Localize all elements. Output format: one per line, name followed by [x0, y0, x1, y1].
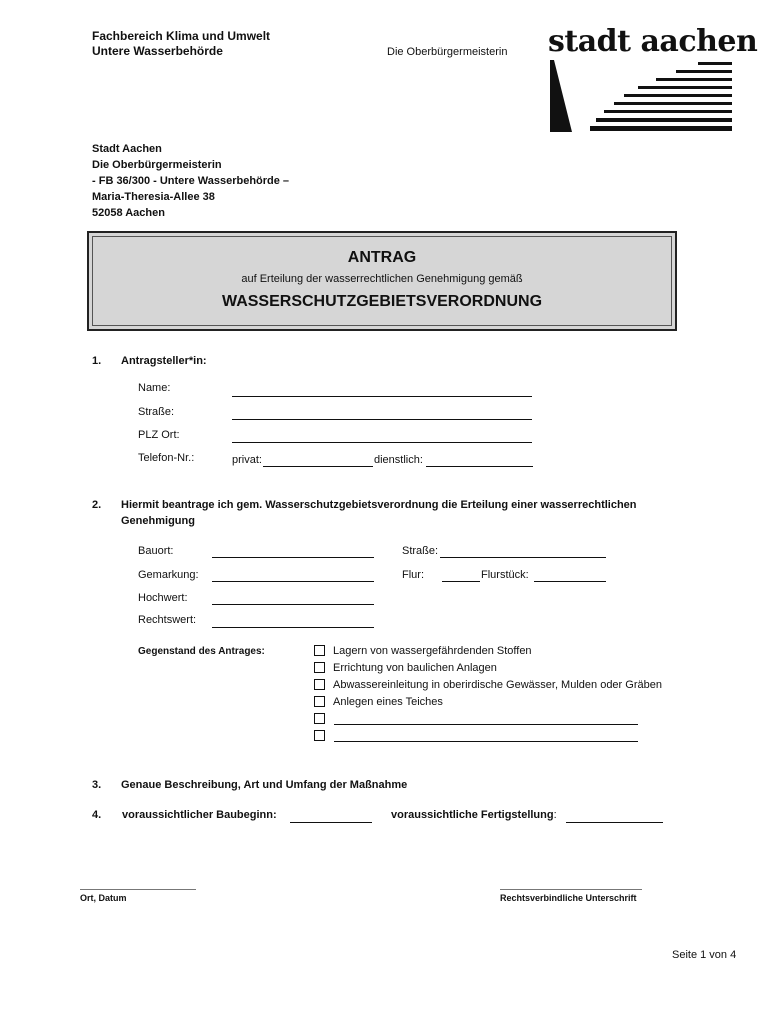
department-line-2: Untere Wasserbehörde [92, 44, 223, 58]
place-date-line[interactable] [80, 889, 196, 890]
option-row[interactable] [314, 660, 662, 677]
checkbox[interactable] [314, 696, 325, 707]
section-3-number: 3. [92, 779, 102, 791]
city-logo [548, 22, 758, 134]
option-row-custom[interactable] [314, 711, 662, 728]
option-row[interactable] [314, 677, 662, 694]
rechtswert-label: Rechtswert: [138, 614, 197, 626]
gegenstand-options [314, 643, 662, 745]
option-row-custom[interactable] [314, 728, 662, 745]
address-line: 52058 Aachen [92, 207, 165, 219]
option-label: Abwassereinleitung in oberirdische Gewässer, Mulden oder Gräben [333, 679, 662, 691]
department-line-1: Fachbereich Klima und Umwelt [92, 29, 271, 43]
regulation-title: WASSERSCHUTZGEBIETSVERORDNUNG [221, 293, 543, 310]
strasse-field[interactable] [440, 557, 606, 558]
custom-option-field[interactable] [334, 741, 638, 742]
mayor-label: Die Oberbürgermeisterin [387, 46, 508, 58]
signature-line[interactable] [500, 889, 642, 890]
phone-label: Telefon-Nr.: [138, 452, 195, 464]
option-label: Anlegen eines Teiches [333, 696, 443, 708]
hochwert-label: Hochwert: [138, 592, 188, 604]
place-date-label: Ort, Datum [80, 893, 127, 903]
construction-start-field[interactable] [290, 822, 372, 823]
address-line: Stadt Aachen [92, 143, 162, 155]
gemarkung-label: Gemarkung: [138, 569, 199, 581]
section-2-number: 2. [92, 499, 102, 511]
phone-private-field[interactable] [263, 466, 373, 467]
address-line: Maria-Theresia-Allee 38 [92, 191, 215, 203]
flur-label: Flur: [402, 569, 424, 581]
checkbox[interactable] [314, 645, 325, 656]
checkbox[interactable] [314, 730, 325, 741]
name-label: Name: [138, 382, 171, 394]
checkbox[interactable] [314, 679, 325, 690]
section-2-heading-line-2: Genehmigung [121, 515, 195, 527]
signature-label: Rechtsverbindliche Unterschrift [500, 893, 637, 903]
completion-field[interactable] [566, 822, 663, 823]
form-subtitle: auf Erteilung der wasserrechtlichen Genehmigung gemäß [241, 273, 523, 285]
plz-city-label: PLZ Ort: [138, 429, 180, 441]
title-box [87, 231, 677, 331]
custom-option-field[interactable] [334, 724, 638, 725]
section-1-number: 1. [92, 355, 102, 367]
checkbox[interactable] [314, 713, 325, 724]
flurstueck-label: Flurstück: [481, 569, 529, 581]
checkbox[interactable] [314, 662, 325, 673]
option-row[interactable] [314, 694, 662, 711]
address-line: - FB 36/300 - Untere Wasserbehörde – [92, 175, 290, 187]
flur-field[interactable] [442, 581, 480, 582]
completion-label: voraussichtliche Fertigstellung: [391, 809, 557, 821]
bauort-field[interactable] [212, 557, 374, 558]
bauort-label: Bauort: [138, 545, 174, 557]
logo-graphic [548, 60, 738, 134]
hochwert-field[interactable] [212, 604, 374, 605]
section-2-heading-line-1: Hiermit beantrage ich gem. Wasserschutzgebietsverordnung die Erteilung einer wasserrechtlichen [121, 499, 637, 511]
plz-city-field[interactable] [232, 442, 532, 443]
gemarkung-field[interactable] [212, 581, 374, 582]
strasse-label: Straße: [402, 545, 439, 557]
option-label: Errichtung von baulichen Anlagen [333, 662, 497, 674]
section-4-number: 4. [92, 809, 102, 821]
page-number: Seite 1 von 4 [672, 949, 737, 961]
section-1-heading: Antragsteller*in: [121, 355, 207, 367]
option-label: Lagern von wassergefährdenden Stoffen [333, 645, 532, 657]
section-3-heading: Genaue Beschreibung, Art und Umfang der Maßnahme [121, 779, 408, 791]
phone-work-label: dienstlich: [374, 454, 423, 466]
phone-work-field[interactable] [426, 466, 533, 467]
rechtswert-field[interactable] [212, 627, 374, 628]
gegenstand-label: Gegenstand des Antrages: [138, 646, 265, 657]
construction-start-label: voraussichtlicher Baubeginn: [122, 809, 277, 821]
address-block [92, 141, 289, 221]
street-label: Straße: [138, 406, 175, 418]
phone-private-label: privat: [232, 454, 262, 466]
form-title: ANTRAG [347, 249, 417, 266]
name-field[interactable] [232, 396, 532, 397]
street-field[interactable] [232, 419, 532, 420]
flurstueck-field[interactable] [534, 581, 606, 582]
option-row[interactable] [314, 643, 662, 660]
logo-text: stadt aachen [548, 24, 758, 59]
address-line: Die Oberbürgermeisterin [92, 159, 222, 171]
